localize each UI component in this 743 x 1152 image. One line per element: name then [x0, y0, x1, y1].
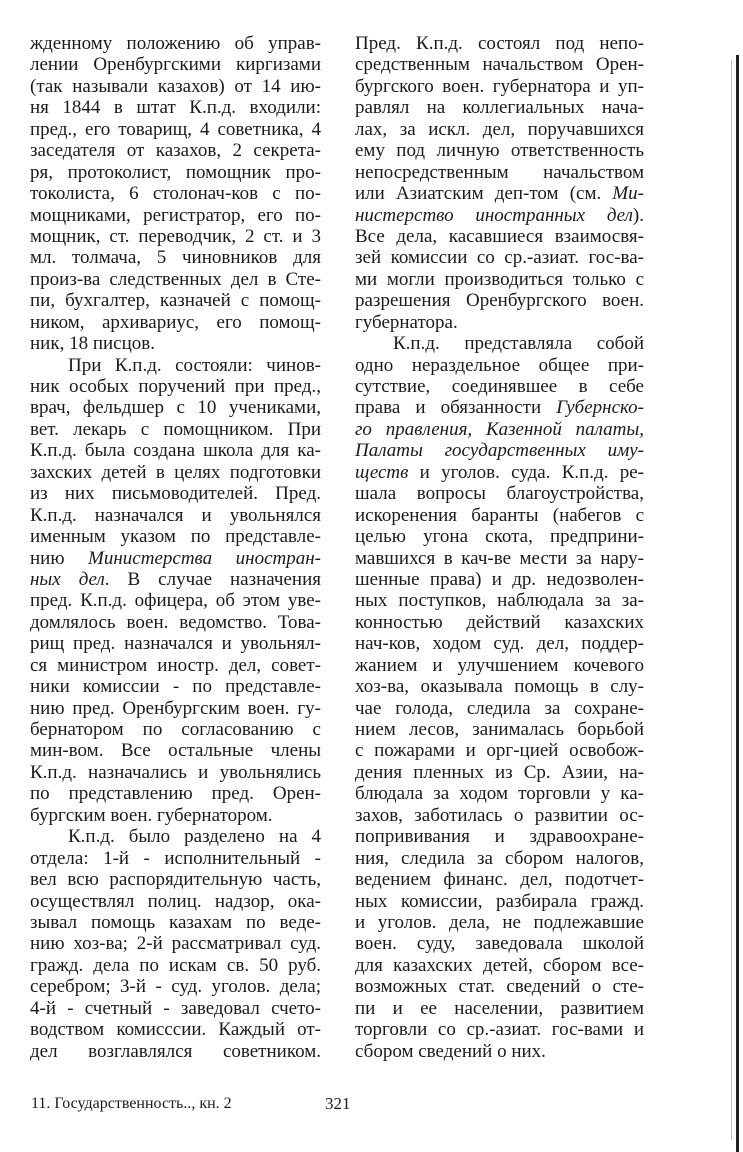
text-line: сутствие, соединявшее в себе — [355, 376, 644, 397]
text-line: К.п.д. назначались и увольнялись — [30, 761, 321, 783]
text-line: мощник, ст. переводчик, 2 ст. и 3 — [30, 225, 321, 247]
text-line: хоз-ва, оказывала помощь в слу- — [355, 676, 644, 698]
paragraph — [30, 355, 321, 827]
text-segment: ). — [632, 204, 644, 226]
text-line: конностью действий казахских — [355, 611, 644, 633]
text-line: рищ пред. назначался и увольнял- — [30, 633, 321, 655]
text-line: мл. толмача, 5 чиновников для — [30, 247, 321, 269]
paragraph — [355, 33, 644, 333]
text-line: Все дела, касавшиеся взаимосвя- — [355, 225, 644, 247]
italic-reference: Ми- — [612, 183, 644, 205]
text-line: Пред. К.п.д. состоял под непо- — [355, 33, 644, 54]
text-line: дел возглавлялся советником. — [30, 1040, 321, 1062]
text-line: дения пленных из Ср. Азии, на- — [355, 761, 644, 783]
text-line: для казахских детей, сбором все- — [355, 954, 644, 976]
text-line: зей комиссии со ср.-азиат. гос-ва- — [355, 247, 644, 269]
text-line: При К.п.д. состояли: чинов- — [68, 354, 321, 376]
text-line: ных комиссии, разбирала гражд. — [355, 890, 644, 912]
text-line: с пожарами и орг-цией освобож- — [355, 740, 644, 762]
text-line: нию хоз-ва; 2-й рассматривал суд. — [30, 933, 321, 955]
text-line: ми могли производиться только с — [355, 268, 644, 290]
text-line: лах, за искл. дел, поручавшихся — [355, 118, 644, 140]
text-line: произ-ва следственных дел в Сте- — [30, 268, 321, 290]
text-line: бургским воен. губернатором. — [30, 804, 273, 826]
text-line: воен. суду, заведовала школой — [355, 933, 644, 955]
text-line: ник, 18 писцов. — [30, 333, 155, 355]
text-segment: . В случае назначения — [104, 568, 321, 590]
text-line: равлял на коллегиальных нача- — [355, 97, 644, 119]
text-line: нию пред. Оренбургским воен. гу- — [30, 697, 321, 719]
text-line: пред., его товарищ, 4 советника, 4 — [30, 118, 321, 140]
text-line: пи и ее населении, развитием — [355, 997, 644, 1019]
text-line: врач, фельдшер с 10 учениками, — [30, 397, 321, 419]
paragraph — [355, 333, 644, 1062]
text-line: попрививания и здравоохране- — [355, 826, 644, 848]
text-line: токолиста, 6 столонач-ков с по- — [30, 183, 321, 205]
text-line: К.п.д. назначался и увольнялся — [30, 504, 321, 526]
text-line: жденному положению об управ- — [30, 33, 321, 54]
text-line — [355, 440, 644, 461]
text-line: ником, архивариус, его помощ- — [30, 311, 321, 333]
text-line: нач-ков, ходом суд. дел, поддер- — [355, 633, 644, 655]
text-line: разрешения Оренбургского воен. — [355, 290, 644, 312]
text-line: ники комиссии - по представле- — [30, 676, 321, 698]
text-line: из них письмоводителей. Пред. — [30, 483, 321, 505]
left-column — [30, 33, 321, 1062]
italic-reference: Министерства иностран- — [88, 547, 321, 569]
text-line: жанием и улучшением кочевого — [355, 654, 644, 676]
text-line: домлялось воен. ведомство. Това- — [30, 611, 321, 633]
text-line: бургского воен. губернатора и уп- — [355, 75, 644, 97]
page-number: 321 — [325, 1094, 351, 1113]
text-line: ния, следила за сбором налогов, — [355, 847, 644, 869]
text-line: мощниками, регистратор, его по- — [30, 204, 321, 226]
text-line: торговли со ср.-азиат. гос-вами и — [355, 1019, 644, 1041]
text-line — [355, 205, 644, 226]
text-line: ря, протоколист, помощник про- — [30, 161, 321, 183]
italic-reference: ществ — [355, 461, 409, 483]
text-line: нием лесов, занималась борьбой — [355, 719, 644, 740]
text-line: вел всю распорядительную часть, — [30, 869, 321, 891]
text-line: отдела: 1-й - исполнительный - — [30, 847, 321, 869]
text-line: К.п.д. представляла собой — [393, 333, 644, 355]
text-line: искоренения баранты (набегов с — [355, 504, 644, 526]
text-line: шала вопросы благоустройства, — [355, 483, 644, 505]
italic-reference: Палаты государственных иму- — [355, 440, 644, 462]
text-line: гражд. дела по искам св. 50 руб. — [30, 954, 321, 976]
text-line: 4-й - счетный - заведовал счето- — [30, 997, 321, 1019]
text-line: зывал помощь казахам по веде- — [30, 911, 321, 933]
text-line: К.п.д. было разделено на 4 — [68, 826, 321, 848]
text-line: ник особых поручений при пред., — [30, 376, 321, 397]
scan-edge — [736, 55, 739, 1152]
right-column — [355, 33, 644, 1062]
text-line: и уголов. дела, не подлежавшие — [355, 911, 644, 933]
text-segment: или Азиатским деп-том (см. — [355, 183, 613, 205]
text-line — [30, 569, 321, 590]
text-line: захских детей в целях подготовки — [30, 461, 321, 483]
text-line: (так называли казахов) от 14 ию- — [30, 75, 321, 97]
italic-reference: ных дел — [30, 568, 105, 590]
text-line: ведением финанс. дел, подотчет- — [355, 869, 644, 891]
text-line — [355, 397, 644, 418]
paragraph — [30, 33, 321, 355]
text-segment: права и обязанности — [355, 397, 557, 419]
text-line: мин-вом. Все остальные члены — [30, 740, 321, 762]
paragraph — [30, 826, 321, 1062]
text-line: пред. К.п.д. офицера, об этом уве- — [30, 590, 321, 612]
text-line: средственным начальством Орен- — [355, 54, 644, 76]
text-line: захов, заботилась о развитии ос- — [355, 804, 644, 826]
text-line: губернатора. — [355, 311, 458, 333]
text-line: возможных стат. сведений о сте- — [355, 976, 644, 998]
text-line: вет. лекарь с помощником. При — [30, 418, 321, 440]
italic-reference: Губернско- — [556, 397, 644, 419]
text-line: по представлению пред. Орен- — [30, 783, 321, 805]
scan-edge-shadow — [731, 60, 732, 1140]
text-line: блюдала за ходом торговли у ка- — [355, 783, 644, 805]
text-line: водством комисссии. Каждый от- — [30, 1019, 321, 1041]
text-line: ня 1844 в штат К.п.д. входили: — [30, 97, 321, 119]
text-line: именным указом по представле- — [30, 526, 321, 548]
text-line — [355, 419, 644, 440]
text-line: К.п.д. была создана школа для ка- — [30, 440, 321, 462]
text-line — [355, 183, 644, 204]
text-line: заседателя от казахов, 2 секрета- — [30, 140, 321, 162]
text-line: ных поступков, наблюдала за за- — [355, 590, 644, 612]
text-line: пи, бухгалтер, казначей с помощ- — [30, 290, 321, 312]
text-segment: и уголов. суда. К.п.д. ре- — [408, 461, 644, 483]
text-line: серебром; 3-й - суд. уголов. дела; — [30, 976, 321, 998]
text-line: непосредственным начальством — [355, 161, 644, 183]
text-segment: нию — [30, 547, 89, 569]
text-line: одно нераздельное общее при- — [355, 354, 644, 376]
italic-reference: нистерство иностранных дел — [355, 204, 633, 226]
text-line: сбором сведений о них. — [355, 1040, 546, 1062]
text-line: лении Оренбургскими киргизами — [30, 54, 321, 76]
text-line: чае голода, следила за сохране- — [355, 697, 644, 719]
text-line: ся министром иностр. дел, совет- — [30, 654, 321, 676]
text-line: мавшихся в кач-ве мести за нару- — [355, 547, 644, 569]
text-line: бернатором по согласованию с — [30, 719, 321, 740]
italic-reference: го правления, Казенной палаты, — [355, 418, 644, 440]
footer-signature: 11. Государственность.., кн. 2 — [31, 1095, 232, 1112]
text-line: шенные права) и др. недозволен- — [355, 568, 644, 590]
text-line — [30, 548, 321, 569]
text-line — [355, 462, 644, 483]
text-line: ему под личную ответственность — [355, 140, 644, 162]
text-line: целью угона скота, предприни- — [355, 526, 644, 548]
text-line: осуществлял полиц. надзор, ока- — [30, 890, 321, 912]
